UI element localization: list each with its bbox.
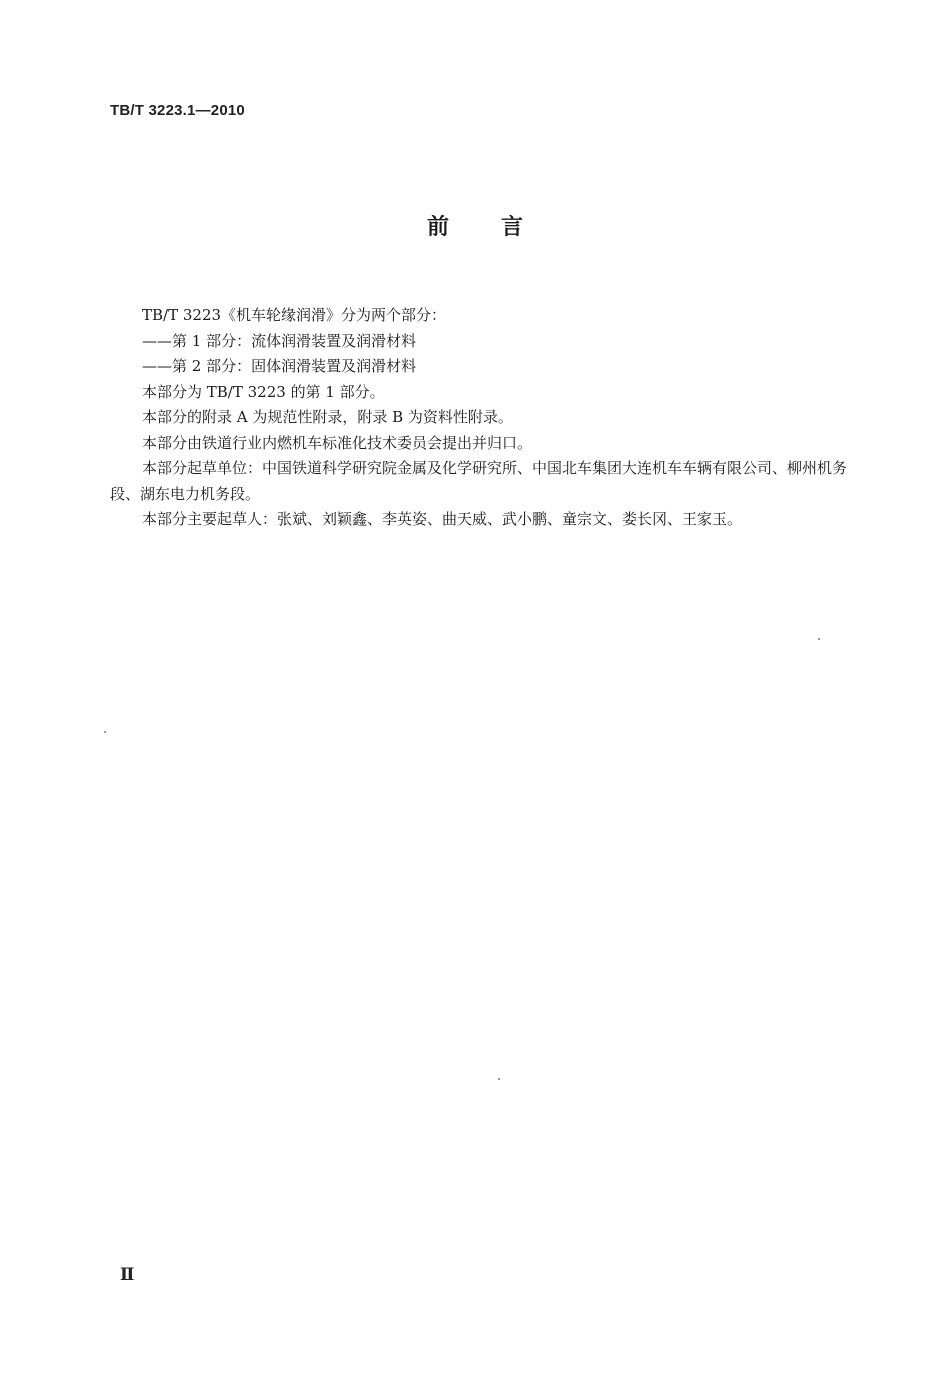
paragraph-proposer: 本部分由铁道行业内燃机车标准化技术委员会提出并归口。: [142, 433, 533, 452]
paragraph-drafting-units: 本部分起草单位：中国铁道科学研究院金属及化学研究所、中国北车集团大连机车车辆有限公司、柳州机务段、湖东电力机务段。: [110, 459, 848, 503]
page-number: Ⅱ: [120, 1265, 135, 1285]
foreword-body: [110, 303, 870, 533]
document-code-header: TB/T 3223.1—2010: [110, 102, 245, 119]
paragraph-appendix: 本部分的附录 A 为规范性附录，附录 B 为资料性附录。: [142, 408, 513, 426]
scan-speck: [104, 731, 106, 733]
paragraph-this-part: 本部分为 TB/T 3223 的第 1 部分。: [142, 382, 385, 401]
section-title: 前言: [426, 215, 575, 240]
paragraph-drafters: 本部分主要起草人：张斌、刘颖鑫、李英姿、曲天威、武小鹏、童宗文、娄长冈、王家玉。: [142, 510, 743, 528]
paragraph-part-2: ——第 2 部分：固体润滑装置及润滑材料: [142, 357, 417, 375]
paragraph-intro: TB/T 3223《机车轮缘润滑》分为两个部分：: [142, 306, 447, 324]
scan-speck: [818, 638, 820, 640]
scan-speck: [498, 1078, 500, 1080]
paragraph-part-1: ——第 1 部分：流体润滑装置及润滑材料: [142, 331, 417, 350]
